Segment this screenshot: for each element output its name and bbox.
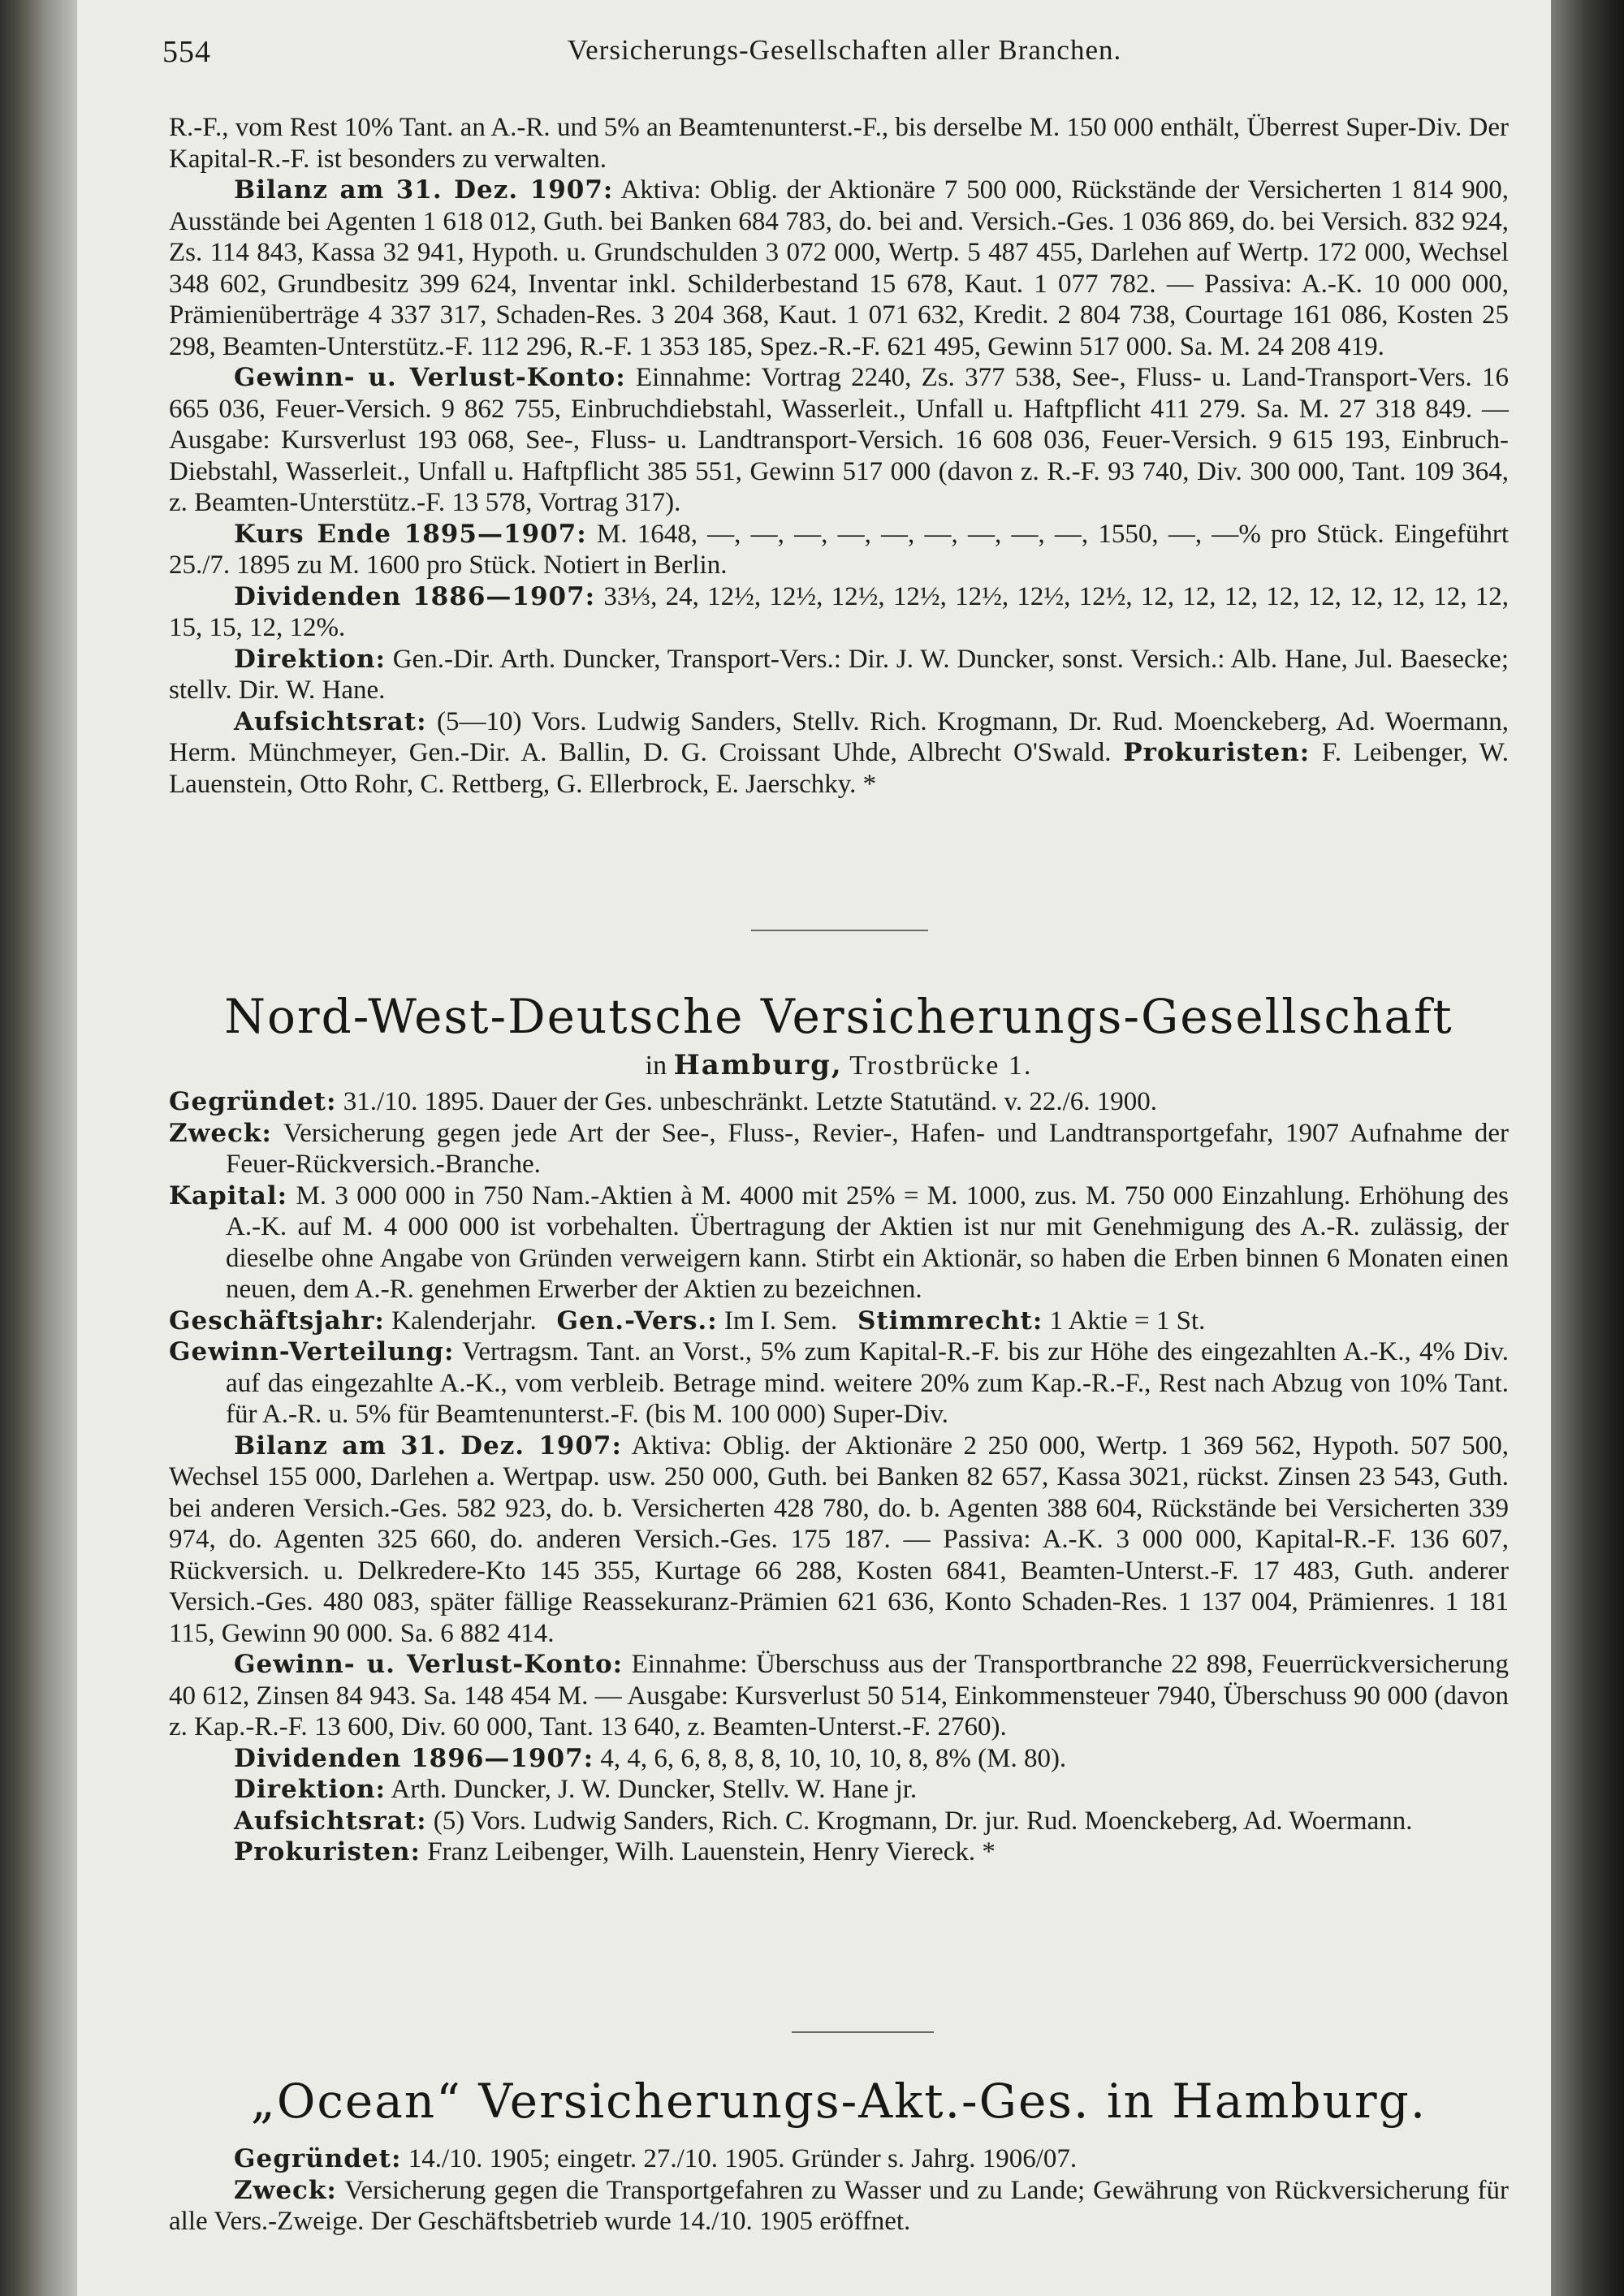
balance-label: Bilanz am 31. Dez. 1907: (234, 175, 614, 205)
management-text-2: Arth. Duncker, J. W. Duncker, Stellv. W. Hane jr. (391, 1775, 918, 1804)
section-divider-2 (792, 2031, 934, 2033)
board-text: (5—10) Vors. Ludwig Sanders, Stellv. Rich. Krogmann, Dr. Rud. Moenckeberg, Ad. Woermann, Herm. Münchmeyer, Gen.-Dir. A. Ballin, D. G. Croissant Uhde, Albrecht O'Swald. (169, 706, 1509, 767)
proxies-text: F. Leibenger, W. Lauenstein, Otto Rohr, C. Rettberg, G. Ellerbrock, E. Jaerschky. * (169, 738, 1509, 799)
page-header (162, 34, 1527, 75)
proxies-label: Prokuristen: (1123, 738, 1311, 767)
management-paragraph-2 (169, 1774, 1509, 1806)
profit-loss-paragraph-2 (169, 1649, 1509, 1743)
subtitle-city: Hamburg, (673, 1049, 843, 1081)
company-subtitle (169, 1049, 1509, 1081)
company-entry (169, 1086, 1509, 1868)
purpose-paragraph-2 (169, 2175, 1509, 2238)
page-number: 554 (162, 35, 211, 69)
price-paragraph (169, 519, 1509, 581)
founded-text-2: 14./10. 1905; eingetr. 27./10. 1905. Gründer s. Jahrg. 1906/07. (408, 2144, 1078, 2173)
subtitle-in: in (645, 1051, 667, 1081)
board-label: Aufsichtsrat: (234, 706, 427, 736)
running-title: Versicherungs-Gesellschaften aller Branchen. (567, 34, 1122, 66)
scan-edge-left (0, 0, 81, 2296)
fiscal-year-paragraph (169, 1306, 1509, 1337)
voting-rights-text: 1 Aktie = 1 St. (1049, 1306, 1206, 1336)
founded-label: Gegründet: (169, 1087, 337, 1116)
founded-text: 31./10. 1895. Dauer der Ges. unbeschränkt. Letzte Statutänd. v. 22./6. 1900. (343, 1087, 1157, 1116)
management-paragraph (169, 644, 1509, 706)
profit-loss-label: Gewinn- u. Verlust-Konto: (234, 363, 626, 392)
dividends-label: Dividenden 1886—1907: (234, 581, 596, 611)
capital-label: Kapital: (169, 1180, 288, 1211)
purpose-paragraph (169, 1118, 1509, 1180)
profit-loss-text: Einnahme: Vortrag 2240, Zs. 377 538, See-, Fluss- u. Land-Transport-Vers. 16 665 036, Feuer-Versich. 9 862 755, Einbruchdiebstahl, Wasserleit., Unfall u. Haftpflicht 411 279. Sa. M. 27 318 849. — Ausgabe: Kursverlust 193 068, See-, Fluss- u. Landtransport-Versich. 16 608 036, Feuer-Versich. 9 615 193, Einbruch-Diebstahl, Wasserleit., Unfall u. Haftpflicht 385 551, Gewinn 517 000 (davon z. R.-F. 93 740, Div. 300 000, Tant. 109 364, z. Beamten-Unterstütz.-F. 13 578, Vortrag 317). (169, 363, 1510, 517)
profit-distribution-text: Vertragsm. Tant. an Vorst., 5% zum Kapital-R.-F. bis zur Höhe des eingezahlten A.-K., 4% Div. auf das eingezahlte A.-K., vom verbleib. Betrage mind. weitere 20% zum Kap.-R.-F., Rest nach Abzug von 10% Tant. für A.-R. u. 5% für Beamtenunterst.-F. (bis M. 100 000) Super-Div. (226, 1337, 1509, 1429)
fiscal-year-text: Kalenderjahr. (391, 1306, 537, 1336)
founded-paragraph (169, 1086, 1509, 1118)
management-text: Gen.-Dir. Arth. Duncker, Transport-Vers.: Dir. J. W. Duncker, sonst. Versich.: Alb. Hane, Jul. Baesecke; stellv. Dir. W. Hane. (169, 644, 1509, 705)
profit-distribution-paragraph (169, 1336, 1509, 1431)
proxies-label-2: Prokuristen: (234, 1837, 421, 1867)
founded-label-2: Gegründet: (234, 2144, 402, 2173)
capital-text: M. 3 000 000 in 750 Nam.-Aktien à M. 4000 mit 25% = M. 1000, zus. M. 750 000 Einzahlung. Erhöhung des A.-K. auf M. 4 000 000 ist vorbehalten. Übertragung der Aktien ist nur mit Genehmigung des A.-R. zulässig, der dieselbe ohne Angabe von Gründen verweigern kann. Stirbt ein Aktionär, so haben die Erben binnen 6 Monaten einen neuen, dem A.-R. genehmen Erwerber der Aktien zu bezeichnen. (226, 1180, 1510, 1304)
purpose-label: Zweck: (169, 1118, 272, 1148)
management-label-2: Direktion: (234, 1775, 386, 1804)
company-entry-2 (169, 2143, 1509, 2238)
dividends-label-2: Dividenden 1896—1907: (234, 1743, 594, 1773)
proxies-paragraph-2 (169, 1836, 1509, 1868)
balance-sheet-paragraph-2 (169, 1431, 1509, 1650)
subtitle-street: Trostbrücke 1. (849, 1051, 1033, 1081)
dividends-text: 33⅓, 24, 12½, 12½, 12½, 12½, 12½, 12½, 12½, 12, 12, 12, 12, 12, 12, 12, 12, 12, 15, 15, 12, 12%. (169, 581, 1510, 642)
reserve-paragraph: R.-F., vom Rest 10% Tant. an A.-R. und 5% an Beamtenunterst.-F., bis derselbe M. 150 000 enthält, Überrest Super-Div. Der Kapital-R.-F. ist besonders zu verwalten. (169, 113, 1509, 174)
balance-text: Aktiva: Oblig. der Aktionäre 7 500 000, Rückstände der Versicherten 1 814 900, Ausstände bei Agenten 1 618 012, Guth. bei Banken 684 783, do. bei and. Versich.-Ges. 1 036 869, do. bei Versich. 832 924, Zs. 114 843, Kassa 32 941, Hypoth. u. Grundschulden 3 072 000, Wertp. 5 487 455, Darlehen auf Wertp. 172 000, Wechsel 348 602, Grundbesitz 399 624, Inventar inkl. Schilderbestand 15 678, Kaut. 1 077 782. — Passiva: A.-K. 10 000 000, Prämienüberträge 4 337 317, Schaden-Res. 3 204 368, Kaut. 1 071 632, Kredit. 2 804 738, Courtage 161 086, Kosten 25 298, Beamten-Unterstütz.-F. 112 296, R.-F. 1 353 185, Spez.-R.-F. 621 495, Gewinn 517 000. Sa. M. 24 208 419. (169, 175, 1509, 361)
voting-rights-label: Stimmrecht: (857, 1306, 1043, 1336)
profit-loss-text-2: Einnahme: Überschuss aus der Transportbranche 22 898, Feuerrückversicherung 40 612, Zinsen 84 943. Sa. 148 454 M. — Ausgabe: Kursverlust 50 514, Einkommensteuer 7940, Überschuss 90 000 (davon z. Kap.-R.-F. 13 600, Div. 60 000, Tant. 13 640, z. Beamten-Unterst.-F. 2760). (169, 1650, 1509, 1741)
founded-paragraph-2 (169, 2143, 1509, 2175)
board-paragraph-2 (169, 1806, 1509, 1837)
price-label: Kurs Ende 1895—1907: (234, 519, 587, 549)
purpose-label-2: Zweck: (234, 2175, 337, 2205)
balance-label-2: Bilanz am 31. Dez. 1907: (234, 1431, 622, 1461)
section-divider (751, 930, 928, 931)
company-title-2: „Ocean“ Versicherungs-Akt.-Ges. in Hamburg. (250, 2074, 1427, 2129)
previous-company-entry (169, 112, 1509, 800)
capital-paragraph (169, 1180, 1509, 1306)
general-meeting-text: Im I. Sem. (723, 1306, 838, 1336)
profit-distribution-label: Gewinn-Verteilung: (169, 1337, 455, 1366)
dividends-paragraph-2 (169, 1743, 1509, 1775)
purpose-text-2: Versicherung gegen die Transportgefahren zu Wasser und zu Lande; Gewährung von Rückversicherung für alle Vers.-Zweige. Der Geschäftsbetrieb wurde 14./10. 1905 eröffnet. (169, 2175, 1509, 2236)
general-meeting-label: Gen.-Vers.: (556, 1306, 718, 1336)
management-label: Direktion: (234, 644, 386, 674)
profit-loss-paragraph (169, 362, 1509, 519)
balance-text-2: Aktiva: Oblig. der Aktionäre 2 250 000, Wertp. 1 369 562, Hypoth. 507 500, Wechsel 155 000, Darlehen a. Wertpap. usw. 250 000, Guth. bei Banken 82 657, Kassa 3021, rückst. Zinsen 23 543, Guth. bei anderen Versich.-Ges. 582 923, do. b. Versicherten 428 780, do. b. Agenten 388 604, Rückstände bei Versicherten 339 974, do. Agenten 325 660, do. anderen Versich.-Ges. 175 187. — Passiva: A.-K. 3 000 000, Kapital-R.-F. 136 607, Rückversich. u. Delkredere-Kto 145 355, Kurtage 66 288, Kosten 6841, Beamten-Unterst.-F. 17 483, Guth. anderer Versich.-Ges. 480 083, später fällige Reassekuranz-Prämien 621 636, Konto Schaden-Res. 1 137 004, Prämienres. 1 181 115, Gewinn 90 000. Sa. 6 882 414. (169, 1431, 1509, 1648)
proxies-text-2: Franz Leibenger, Wilh. Lauenstein, Henry Viereck. * (427, 1837, 996, 1867)
scan-edge-right (1543, 0, 1624, 2296)
board-paragraph (169, 706, 1509, 801)
dividends-text-2: 4, 4, 6, 6, 8, 8, 8, 10, 10, 10, 8, 8% (M. 80). (600, 1743, 1067, 1773)
board-label-2: Aufsichtsrat: (234, 1806, 427, 1836)
company-title: Nord-West-Deutsche Versicherungs-Gesellschaft (224, 989, 1453, 1044)
price-text: M. 1648, —, —, —, —, —, —, —, —, —, 1550, —, —% pro Stück. Eingeführt 25./7. 1895 zu M. 1600 pro Stück. Notiert in Berlin. (169, 519, 1510, 580)
balance-sheet-paragraph (169, 175, 1509, 362)
profit-loss-label-2: Gewinn- u. Verlust-Konto: (234, 1650, 624, 1679)
board-text-2: (5) Vors. Ludwig Sanders, Rich. C. Krogmann, Dr. jur. Rud. Moenckeberg, Ad. Woermann. (433, 1806, 1413, 1836)
fiscal-year-label: Geschäftsjahr: (169, 1306, 385, 1336)
purpose-text: Versicherung gegen jede Art der See-, Fluss-, Revier-, Hafen- und Landtransportgefahr, 1907 Aufnahme der Feuer-Rückversich.-Branche. (226, 1118, 1509, 1179)
dividends-paragraph (169, 581, 1509, 644)
